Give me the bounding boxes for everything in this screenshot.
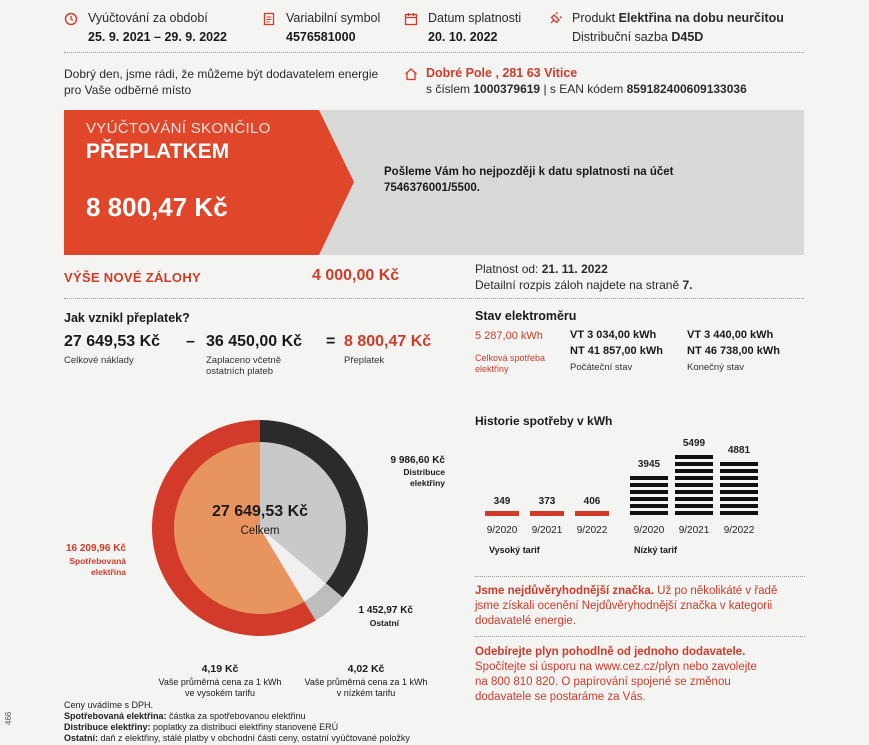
footer-f1-bold: Spotřebovaná elektřina:: [64, 711, 167, 721]
meter-start-vt: VT 3 034,00 kWh: [570, 329, 657, 341]
promo1-bold: Jsme nejdůvěryhodnější značka.: [475, 585, 654, 597]
history-low-bar: [720, 462, 758, 518]
history-high-bar: [485, 511, 519, 516]
place-address: Dobré Pole , 281 63 Vitice: [426, 66, 578, 80]
footer-f1-text: částka za spotřebovanou elektřinu: [169, 711, 306, 721]
history-high-year: 9/2020: [486, 525, 518, 536]
vs-value: 4576581000: [286, 30, 356, 44]
meter-consumption-label1: Celková spotřeba: [475, 353, 546, 363]
deposit-detail-text: Detailní rozpis záloh najdete na straně: [475, 278, 680, 292]
deposit-valid-prefix: Platnost od:: [475, 262, 539, 276]
divider: [64, 52, 804, 53]
other-label: Ostatní: [369, 618, 399, 628]
banner-amount: 8 800,47 Kč: [86, 192, 228, 222]
overpayment-banner: [64, 110, 804, 255]
due-value: 20. 10. 2022: [428, 30, 498, 44]
history-low-value: 3945: [637, 459, 661, 470]
overpay-paid: 36 450,00 Kč: [206, 333, 303, 350]
history-low-year: 9/2021: [678, 525, 710, 536]
overpay-total: 27 649,53 Kč: [64, 333, 161, 350]
product-value: Elektřina na dobu neurčitou: [618, 11, 784, 25]
history-low-bar: [630, 476, 668, 518]
history-high-value: 406: [583, 496, 601, 507]
plug-icon: [548, 12, 562, 26]
avg-vt-price: 4,19 Kč: [201, 663, 239, 675]
history-title: Historie spotřeby v kWh: [475, 414, 613, 428]
cons-amount: 16 209,96 Kč: [65, 543, 126, 554]
promo1-line2: jsme získali ocenění Nejdůvěryhodnější značka v kategorii: [475, 600, 773, 612]
history-high-year: 9/2021: [531, 525, 563, 536]
avg-nt-label1: Vaše průměrná cena za 1 kWh: [304, 677, 428, 687]
meter-consumption: 5 287,00 kWh: [475, 330, 543, 342]
history-high-label: Vysoký tarif: [489, 545, 540, 555]
due-label: Datum splatnosti: [428, 11, 522, 25]
history-low-year: 9/2020: [633, 525, 665, 536]
minus-sign: –: [186, 333, 195, 350]
deposit-detail-page: 7.: [682, 278, 693, 292]
period-label: Vyúčtování za období: [88, 11, 208, 25]
place-ean-prefix: | s EAN kódem: [543, 82, 624, 96]
overpay-title: Jak vznikl přeplatek?: [64, 311, 190, 325]
footer-f3-bold: Ostatní:: [64, 733, 99, 743]
history-high-value: 349: [493, 496, 511, 507]
banner-line1: VYÚČTOVÁNÍ SKONČILO: [86, 120, 271, 137]
deposit-valid-value: 21. 11. 2022: [541, 262, 608, 276]
donut-center-label: Celkem: [240, 525, 280, 537]
history-low-value: 4881: [727, 445, 751, 456]
greeting-line1: Dobrý den, jsme rádi, že můžeme být dodavatelem energie: [64, 67, 379, 81]
history-high-year: 9/2022: [576, 525, 608, 536]
divider: [64, 298, 804, 299]
promo1-line3: dodavatelé energie.: [475, 615, 577, 627]
history-high-value: 373: [538, 496, 556, 507]
footer-f3-text: daň z elektřiny, stálé platby v obchodní části ceny, ostatní vyúčtované položky: [100, 733, 410, 743]
clock-icon: [64, 12, 78, 26]
period-value: 25. 9. 2021 – 29. 9. 2022: [88, 30, 228, 44]
place-ean-value: 859182400609133036: [626, 82, 747, 96]
product-prefix: Produkt: [572, 11, 616, 25]
overpay-result-label: Přeplatek: [344, 355, 385, 366]
divider: [475, 636, 805, 637]
house-icon: [404, 67, 418, 81]
greeting-line2: pro Vaše odběrné místo: [64, 83, 192, 97]
meter-start-label: Počáteční stav: [570, 362, 633, 373]
history-low-year: 9/2022: [723, 525, 755, 536]
banner-line2: PŘEPLATKEM: [86, 140, 230, 163]
dist-rate-value: D45D: [671, 30, 704, 44]
equals-sign: =: [326, 333, 336, 350]
history-low-value: 5499: [682, 438, 706, 449]
meter-consumption-label2: elektřiny: [475, 364, 509, 374]
footer-vat: Ceny uvádíme s DPH.: [64, 700, 154, 710]
place-num-value: 1000379619: [473, 82, 541, 96]
meter-end-label: Konečný stav: [687, 362, 745, 373]
overpay-paid-label2: ostatních plateb: [206, 366, 274, 377]
meter-title: Stav elektroměru: [475, 309, 577, 323]
dist-label1: Distribuce: [403, 467, 445, 477]
vs-label: Variabilní symbol: [286, 11, 381, 25]
avg-nt-price: 4,02 Kč: [347, 663, 385, 675]
deposit-label: VÝŠE NOVÉ ZÁLOHY: [64, 270, 201, 285]
history-high-bar: [530, 511, 564, 516]
promo2-line3: na 800 810 820. O papírování spojené se změnou: [475, 676, 731, 688]
overpay-result: 8 800,47 Kč: [344, 333, 432, 350]
overpay-total-label: Celkové náklady: [64, 355, 134, 366]
promo2-line2: Spočítejte si úsporu na www.cez.cz/plyn nebo zavolejte: [475, 661, 757, 673]
overpay-paid-label1: Zaplaceno včetně: [206, 355, 281, 366]
avg-vt-label2: ve vysokém tarifu: [184, 688, 256, 698]
promo1-rest: Už po několikáté v řadě: [657, 585, 778, 597]
side-code: 466: [4, 711, 13, 725]
history-high-bar: [575, 511, 609, 516]
divider: [475, 576, 805, 577]
banner-note2: 7546376001/5500.: [384, 182, 480, 194]
dist-rate-prefix: Distribuční sazba: [572, 30, 668, 44]
avg-vt-label1: Vaše průměrná cena za 1 kWh: [158, 677, 282, 687]
dist-label2: elektřiny: [410, 478, 445, 488]
banner-note1: Pošleme Vám ho nejpozději k datu splatnosti na účet: [384, 166, 674, 178]
donut-center-amount: 27 649,53 Kč: [211, 503, 309, 520]
place-num-prefix: s číslem: [426, 82, 471, 96]
history-low-label: Nízký tarif: [634, 545, 678, 555]
meter-start-nt: NT 41 857,00 kWh: [570, 345, 663, 357]
cons-label1: Spotřebovaná: [69, 556, 126, 566]
footer-f2-text: poplatky za distribuci elektřiny stanovené ERÚ: [153, 722, 339, 732]
history-low-bar: [675, 455, 713, 518]
deposit-amount: 4 000,00 Kč: [312, 267, 400, 284]
dist-amount: 9 986,60 Kč: [390, 455, 445, 466]
promo2-line4: dodavatele se postaráme za Vás.: [475, 691, 646, 703]
meter-end-vt: VT 3 440,00 kWh: [687, 329, 774, 341]
other-amount: 1 452,97 Kč: [358, 605, 413, 616]
promo2-bold: Odebírejte plyn pohodlně od jednoho dodavatele.: [475, 646, 746, 658]
meter-end-nt: NT 46 738,00 kWh: [687, 345, 780, 357]
cons-label2: elektřina: [91, 567, 126, 577]
calendar-icon: [404, 12, 418, 26]
footer-f2-bold: Distribuce elektřiny:: [64, 722, 151, 732]
document-icon: [262, 12, 276, 26]
avg-nt-label2: v nízkém tarifu: [336, 688, 396, 698]
